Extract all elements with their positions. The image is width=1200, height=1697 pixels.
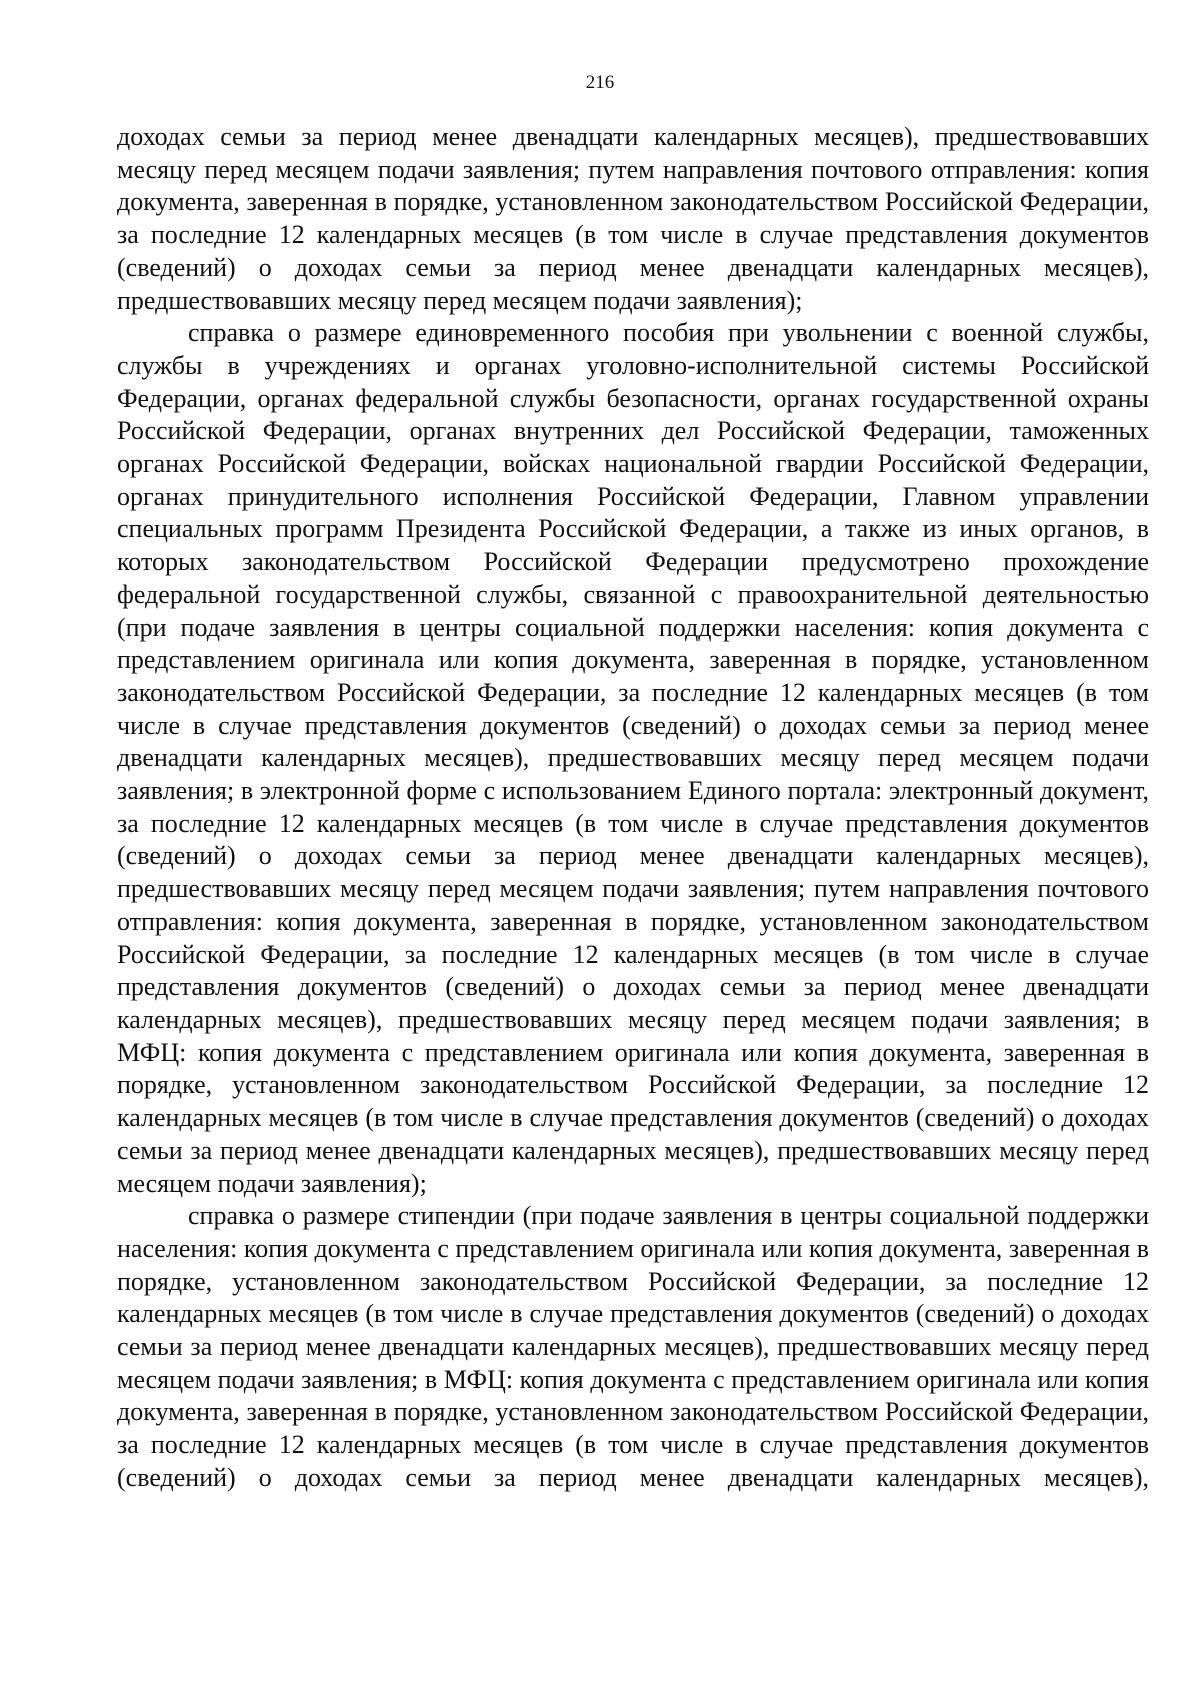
page-number: 216: [585, 72, 615, 93]
document-body: [117, 121, 1149, 1495]
paragraph-scholarship-certificate: справка о размере стипендии (при подаче заявления в центры социальной поддержки населения: копия документа с представлением оригинала или копия документа, заверенная в порядке, установленном законодательством Российской Федерации, за последние 12 календарных месяцев (в том числе в случае представления документов (сведений) о доходах семьи за период менее двенадцати календарных месяцев), предшествовавших месяцу перед месяцем подачи заявления; в МФЦ: копия документа с представлением оригинала или копия документа, заверенная в порядке, установленном законодательством Российской Федерации, за последние 12 календарных месяцев (в том числе в случае представления документов (сведений) о доходах семьи за период менее двенадцати календарных месяцев),: [117, 1201, 1149, 1492]
paragraph-severance-certificate: справка о размере единовременного пособия при увольнении с военной службы, службы в учреждениях и органах уголовно-исполнительной системы Российской Федерации, органах федеральной службы безопасности, органах государственной охраны Российской Федерации, органах внутренних дел Российской Федерации, таможенных органах Российской Федерации, войсках национальной гвардии Российской Федерации, органах принудительного исполнения Российской Федерации, Главном управлении специальных программ Президента Российской Федерации, а также из иных органов, в которых законодательством Российской Федерации предусмотрено прохождение федеральной государственной службы, связанной с правоохранительной деятельностью (при подаче заявления в центры социальной поддержки населения: копия документа с представлением оригинала или копия документа, заверенная в порядке, установленном законодательством Российской Федерации, за последние 12 календарных месяцев (в том числе в случае представления документов (сведений) о доходах семьи за период менее двенадцати календарных месяцев), предшествовавших месяцу перед месяцем подачи заявления; в электронной форме с использованием Единого портала: электронный документ, за последние 12 календарных месяцев (в том числе в случае представления документов (сведений) о доходах семьи за период менее двенадцати календарных месяцев), предшествовавших месяцу перед месяцем подачи заявления; путем направления почтового отправления: копия документа, заверенная в порядке, установленном законодательством Российской Федерации, за последние 12 календарных месяцев (в том числе в случае представления документов (сведений) о доходах семьи за период менее двенадцати календарных месяцев), предшествовавших месяцу перед месяцем подачи заявления; в МФЦ: копия документа с представлением оригинала или копия документа, заверенная в порядке, установленном законодательством Российской Федерации, за последние 12 календарных месяцев (в том числе в случае представления документов (сведений) о доходах семьи за период менее двенадцати календарных месяцев), предшествовавших месяцу перед месяцем подачи заявления);: [117, 318, 1149, 1198]
paragraph-income-continuation: доходах семьи за период менее двенадцати календарных месяцев), предшествовавших месяцу перед месяцем подачи заявления; путем направления почтового отправления: копия документа, заверенная в порядке, установленном законодательством Российской Федерации, за последние 12 календарных месяцев (в том числе в случае представления документов (сведений) о доходах семьи за период менее двенадцати календарных месяцев), предшествовавших месяцу перед месяцем подачи заявления);: [117, 122, 1149, 315]
